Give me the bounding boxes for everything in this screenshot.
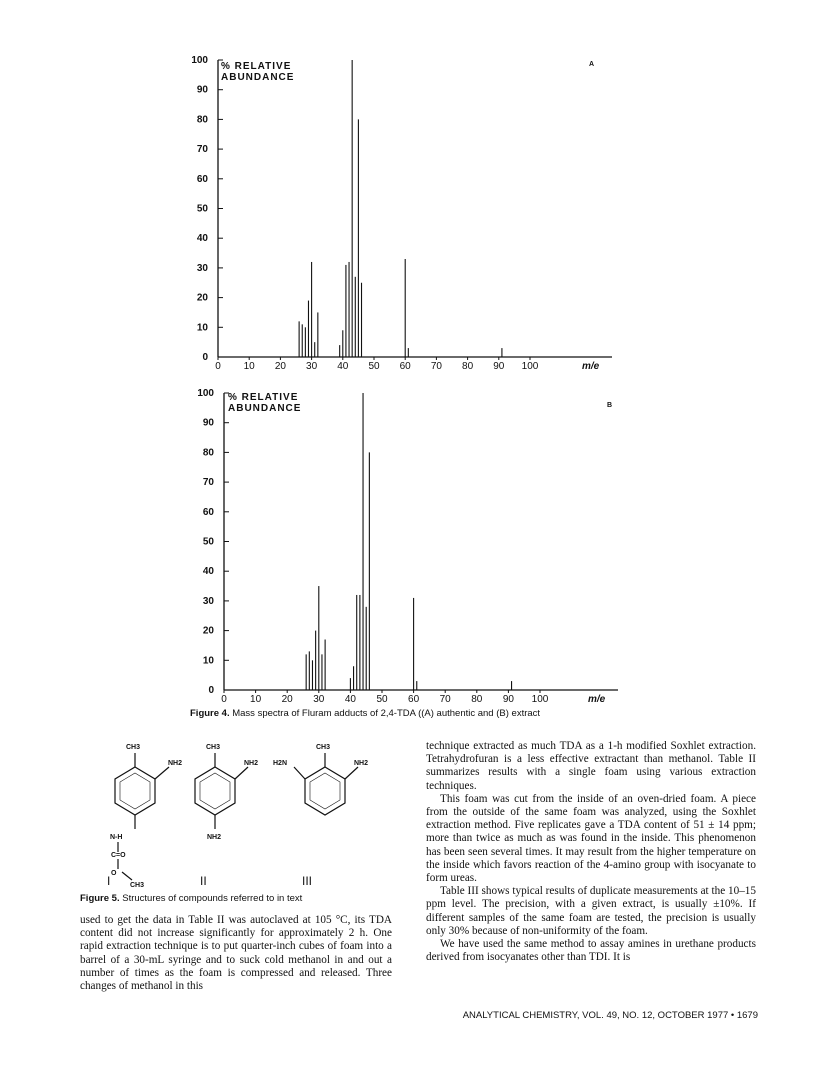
x-tick-label: 50 [376, 694, 388, 705]
x-tick-label: 0 [215, 361, 221, 372]
y-tick-label: 60 [202, 506, 214, 518]
o-label-i: O [111, 870, 117, 877]
y-tick-label: 90 [202, 417, 214, 429]
chart-title-line-1: % RELATIVE [221, 61, 292, 72]
nh2-label-i: NH2 [168, 760, 183, 767]
x-tick-label: 70 [430, 361, 442, 372]
y-tick-label: 40 [196, 233, 208, 245]
y-tick-label: 30 [196, 262, 208, 274]
right-paragraph-4: We have used the same method to assay amines in urethane products derived from isocyanates other than TDI. It is [426, 938, 756, 964]
ch3-label-i: CH3 [126, 744, 141, 751]
y-tick-label: 50 [202, 536, 214, 548]
x-tick-label: 40 [337, 361, 349, 372]
x-tick-label: 60 [408, 694, 420, 705]
y-tick-label: 100 [197, 388, 214, 399]
y-tick-label: 10 [196, 322, 208, 334]
x-tick-label: 90 [493, 361, 505, 372]
x-tick-label: 80 [462, 361, 474, 372]
left-paragraph-1: used to get the data in Table II was autoclaved at 105 °C, its TDA content did not increase significantly for approximately 2 h. One rapid extraction technique is to put quarter-inch cubes of foam into a barrel of a 30-mL syringe and to suck cold methanol in and out a number of times as the foam is compressed and released. Three changes of methanol in this [80, 914, 392, 993]
x-tick-label: 40 [344, 694, 356, 705]
y-tick-label: 100 [191, 55, 208, 66]
x-tick-label: 30 [313, 694, 325, 705]
nh2-para-label-ii: NH2 [207, 834, 222, 841]
ring-i [115, 767, 155, 815]
y-tick-label: 70 [202, 477, 214, 489]
right-paragraph-3: Table III shows typical results of duplicate measurements at the 10–15 ppm level. The precision, with a given extract, is usually ±10%. If different samples of the same foam are tested, the precision is usually only 30% because of non-uniformity of the foam. [426, 885, 756, 937]
right-column [426, 740, 756, 964]
structure-iii-label: III [302, 874, 313, 888]
y-tick-label: 80 [202, 447, 214, 459]
nh-label-i: N-H [110, 834, 123, 841]
chart-title-line-2: ABUNDANCE [228, 403, 302, 414]
x-tick-label: 100 [531, 694, 549, 705]
x-tick-label: 30 [306, 361, 318, 372]
y-tick-label: 90 [196, 84, 208, 96]
y-tick-label: 20 [202, 625, 214, 637]
x-axis-label: m/e [588, 694, 606, 705]
y-tick-label: 60 [196, 173, 208, 185]
x-tick-label: 50 [368, 361, 380, 372]
ch3-label-iii: CH3 [316, 744, 331, 751]
x-axis-label: m/e [582, 361, 600, 372]
figure-5-caption [80, 893, 410, 904]
x-tick-label: 100 [521, 361, 539, 372]
panel-label: B [607, 402, 613, 409]
structure-ii-label: II [200, 874, 207, 888]
spectrum-a [191, 55, 612, 372]
panel-label: A [589, 61, 595, 68]
left-column [80, 914, 392, 993]
nh2-label-iii: NH2 [354, 760, 369, 767]
x-tick-label: 20 [274, 361, 286, 372]
figure-4-caption [190, 708, 790, 719]
y-tick-label: 20 [196, 292, 208, 304]
x-tick-label: 90 [502, 694, 514, 705]
figure-4-caption-text: Mass spectra of Fluram adducts of 2,4-TDA ((A) authentic and (B) extract [232, 708, 541, 719]
x-tick-label: 0 [221, 694, 227, 705]
right-paragraph-2: This foam was cut from the inside of an oven-dried foam. A piece from the outside of the same foam was analyzed, using the Soxhlet extraction method. Five replicates gave a TDA content of 51 ± 14 ppm; more than twice as much as was found in the inside. This phenomenon has been seen several times. It may result from the higher temperature on the inside which favors reaction of the 4-amino group with isocyanate to form ureas. [426, 792, 756, 885]
figure-5-caption-text: Structures of compounds referred to in text [122, 893, 303, 904]
ch3-label-ii: CH3 [206, 744, 221, 751]
x-tick-label: 70 [439, 694, 451, 705]
ring-iii [305, 767, 345, 815]
y-tick-label: 80 [196, 114, 208, 126]
x-tick-label: 60 [399, 361, 411, 372]
y-tick-label: 40 [202, 566, 214, 578]
y-tick-label: 0 [202, 352, 208, 363]
h2n-label-iii: H2N [273, 760, 288, 767]
nh2-label-ii: NH2 [244, 760, 259, 767]
co-label-i: C=O [111, 852, 126, 859]
figure-5-label: Figure 5. [80, 893, 120, 904]
figure-5-structures [80, 735, 420, 890]
y-tick-label: 30 [202, 595, 214, 607]
x-tick-label: 20 [281, 694, 293, 705]
structure-i-label: I [107, 874, 111, 888]
y-tick-label: 50 [196, 203, 208, 215]
x-tick-label: 80 [471, 694, 483, 705]
x-tick-label: 10 [243, 361, 255, 372]
chart-title-line-2: ABUNDANCE [221, 72, 295, 83]
chart-title-line-1: % RELATIVE [228, 392, 299, 403]
figure-4-label: Figure 4. [190, 708, 230, 719]
y-tick-label: 70 [196, 144, 208, 156]
ch3-ester-label: CH3 [130, 882, 145, 889]
y-tick-label: 10 [202, 655, 214, 667]
ring-ii [195, 767, 235, 815]
y-tick-label: 0 [208, 685, 214, 696]
page-footer: ANALYTICAL CHEMISTRY, VOL. 49, NO. 12, OCTOBER 1977 • 1679 [462, 1010, 758, 1021]
right-paragraph-1: technique extracted as much TDA as a 1-h modified Soxhlet extraction. Tetrahydrofuran is a less effective extractant than methanol. Table II summarizes results with a single foam using various extraction techniques. [426, 740, 756, 792]
spectrum-b [197, 388, 618, 705]
x-tick-label: 10 [250, 694, 262, 705]
